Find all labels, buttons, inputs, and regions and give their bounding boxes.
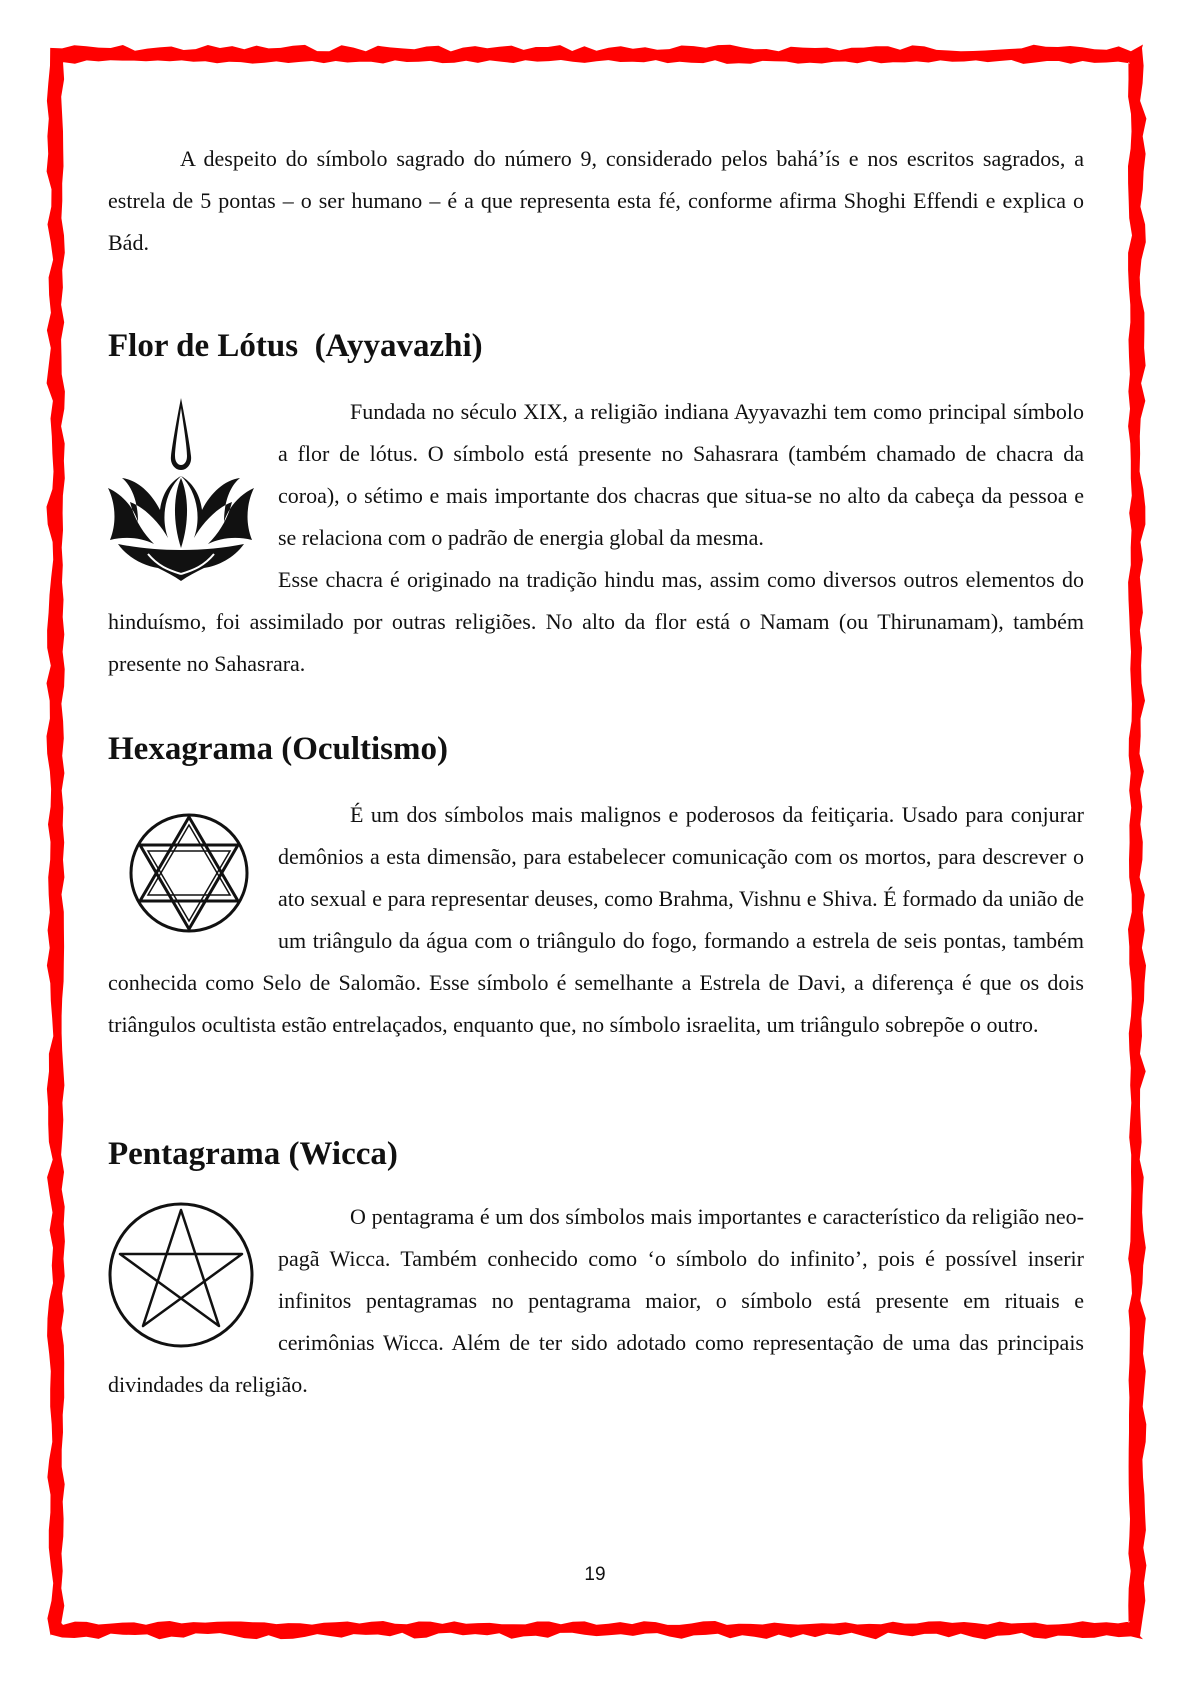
section-heading-hexagram: Hexagrama (Ocultismo) [108, 731, 449, 767]
lotus-paragraph-1: Fundada no século XIX, a religião indiana Ayyavazhi tem como principal símbolo a flor de lótus. O símbolo está presente no Sahasrara (também chamado de chacra da coroa), o sétimo e mais importante dos chacras que situa-se no alto da cabeça da pessoa e se relaciona com o padrão de energia global da mesma. [278, 399, 1084, 550]
section-heading-pentagram: Pentagrama (Wicca) [108, 1136, 398, 1172]
lotus-paragraph-2: Esse chacra é originado na tradição hindu mas, assim como diversos outros elementos do hinduísmo, foi assimilado por outras religiões. No alto da flor está o Namam (ou Thirunamam), também presente no Sahasrara. [108, 567, 1084, 676]
section-lotus-text [108, 391, 1084, 685]
hexagram-paragraph: É um dos símbolos mais malignos e poderosos da feitiçaria. Usado para conjurar demônios a esta dimensão, para estabelecer comunicação com os mortos, para descrever o ato sexual e para representar deuses, como Brahma, Vishnu e Shiva. É formado da união de um triângulo da água com o triângulo do fogo, formando a estrela de seis pontas, também conhecida como Selo de Salomão. Esse símbolo é semelhante a Estrela de Davi, a diferença é que os dois triângulos ocultista estão entrelaçados, enquanto que, no símbolo israelita, um triângulo sobrepõe o outro. [108, 802, 1084, 1037]
pentagram-paragraph: O pentagrama é um dos símbolos mais importantes e característico da religião neo-pagã Wicca. Também conhecido como ‘o símbolo do infinito’, pois é possível inserir infinitos pentagramas no pentagrama maior, o símbolo está presente em rituais e cerimônias Wicca. Além de ter sido adotado como representação de uma das principais divindades da religião. [108, 1204, 1084, 1397]
intro-paragraph: A despeito do símbolo sagrado do número 9, considerado pelos bahá’ís e nos escritos sagrados, a estrela de 5 pontas – o ser humano – é a que representa esta fé, conforme afirma Shoghi Effendi e explica o Bád. [108, 146, 1084, 255]
section-pentagram-text [108, 1196, 1084, 1406]
section-heading-lotus: Flor de Lótus (Ayyavazhi) [108, 328, 483, 364]
section-hexagram-text [108, 794, 1084, 1046]
page-number: 19 [584, 1564, 606, 1585]
